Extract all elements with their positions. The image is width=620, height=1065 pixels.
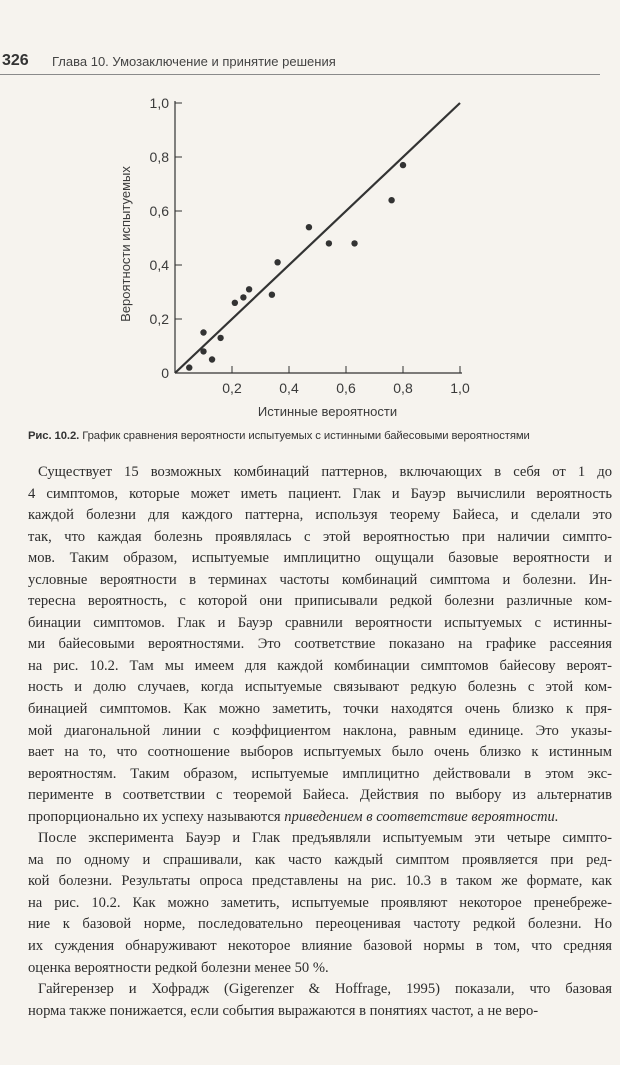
running-head: Глава 10. Умозаключение и принятие решения	[52, 54, 336, 69]
text-line: ма по одному и спрашивали, как часто каждый симптом проявляется при ред-	[28, 851, 612, 868]
data-point	[209, 356, 215, 362]
text-line: их суждения обнаруживают некоторое влияние базовой нормы в том, что средняя	[28, 938, 612, 955]
text-line: После эксперимента Бауэр и Глак предъявляли испытуемым эти четыре симпто-	[38, 830, 612, 847]
italic-term: приведением в соответствие вероятности.	[284, 808, 559, 825]
y-tick-label: 0,2	[149, 311, 169, 327]
text-line: ние к базовой норме, последовательно переоценивая частоту редкой болезни. Но	[28, 916, 612, 933]
data-point	[186, 364, 192, 370]
text-line: Гайгерензер и Хофрадж (Gigerenzer & Hoffrage, 1995) показали, что базовая	[38, 981, 612, 998]
caption-text: График сравнения вероятности испытуемых с истинными байесовыми вероятностями	[82, 430, 530, 442]
y-axis-label: Вероятности испытуемых	[118, 166, 133, 322]
text-line: перименте в соответствии с теоремой Байеса. Действия по выбору из альтернатив	[28, 787, 612, 804]
data-point	[246, 286, 252, 292]
y-tick-label: 1,0	[149, 95, 169, 111]
text-line: на рис. 10.2. Как можно заметить, испытуемые проявляют некоторое пренебреже-	[28, 894, 612, 911]
text-line: ность и долю случаев, когда испытуемые связывают редкую болезнь с этой ком-	[28, 679, 612, 696]
data-point	[200, 348, 206, 354]
data-point	[217, 335, 223, 341]
page-header	[0, 52, 600, 75]
text-line: мой диагональной линии с коэффициентом наклона, равным единице. Это указы-	[28, 722, 612, 739]
paragraph-2	[28, 828, 612, 979]
text-line: пропорционально их успеху называются приведением в соответствие вероятности.	[28, 808, 559, 825]
y-tick-label: 0,8	[149, 149, 169, 165]
data-point	[200, 329, 206, 335]
data-point	[306, 224, 312, 230]
scatter-chart	[100, 85, 500, 425]
text-line: норма также понижается, если события выражаются в понятиях частот, а не веро-	[28, 1002, 539, 1019]
data-point	[388, 197, 394, 203]
x-tick-label: 1,0	[450, 380, 470, 396]
data-points	[186, 162, 406, 371]
x-axis-label: Истинные вероятности	[257, 404, 398, 419]
y-tick-label: 0	[161, 365, 169, 381]
x-tick-label: 0,8	[393, 380, 413, 396]
text-line: оценка вероятности редкой болезни менее 50 %.	[28, 959, 329, 976]
text-line: ми байесовыми вероятностями. Это соответствие показано на графике рассеяния	[28, 636, 612, 653]
caption-label: Рис. 10.2.	[28, 430, 80, 442]
x-tick-label: 0,6	[336, 380, 356, 396]
text-line: 4 симптомов, которые может иметь пациент. Глак и Бауэр вычислили вероятность	[28, 485, 612, 502]
data-point	[240, 294, 246, 300]
data-point	[232, 300, 238, 306]
text-line: вероятностям. Таким образом, испытуемые имплицитно действовали в этом экс-	[28, 765, 612, 782]
y-tick-label: 0,4	[149, 257, 169, 273]
text-line: кой болезни. Результаты опроса представлены на рис. 10.3 в таком же формате, как	[28, 873, 612, 890]
x-tick-label: 0,4	[279, 380, 299, 396]
body-text	[28, 462, 612, 1022]
data-point	[351, 240, 357, 246]
text-line: условные вероятности в терминах частоты комбинаций симптома и болезни. Ин-	[28, 571, 612, 588]
text-line: бинацией симптомов. Как можно заметить, точки находятся очень близко к пря-	[28, 701, 612, 718]
text-line: тересна вероятность, с которой они приписывали редкой болезни различные ком-	[28, 593, 612, 610]
text-line: на рис. 10.2. Там мы имеем для каждой комбинации симптомов байесову вероят-	[28, 657, 612, 674]
text-line: мов. Таким образом, испытуемые имплицитно ощущали базовые вероятности и	[28, 550, 612, 567]
y-axis-ticks	[150, 95, 182, 381]
y-tick-label: 0,6	[149, 203, 169, 219]
data-point	[269, 292, 275, 298]
data-point	[274, 259, 280, 265]
paragraph-1	[28, 462, 612, 807]
figure-caption	[28, 430, 608, 442]
paragraph-3	[28, 979, 612, 1022]
x-axis-ticks	[222, 366, 470, 396]
text-line: Существует 15 возможных комбинаций паттернов, включающих в себя от 1 до	[38, 464, 612, 480]
text-line: вает на то, что соотношение выборов испытуемых было очень близко к истинным	[28, 744, 612, 761]
page-number: 326	[2, 52, 29, 69]
x-tick-label: 0,2	[222, 380, 242, 396]
text-line: бинации симптомов. Глак и Бауэр сравнили вероятности испытуемых с истинны-	[28, 614, 612, 631]
data-point	[326, 240, 332, 246]
diagonal-line	[175, 103, 460, 373]
text-line: так, что каждая болезнь проявлялась с этой вероятностью при наличии симпто-	[28, 528, 612, 545]
text-line: каждой болезни для каждого паттерна, используя теорему Байеса, и сделали это	[28, 507, 612, 524]
data-point	[400, 162, 406, 168]
